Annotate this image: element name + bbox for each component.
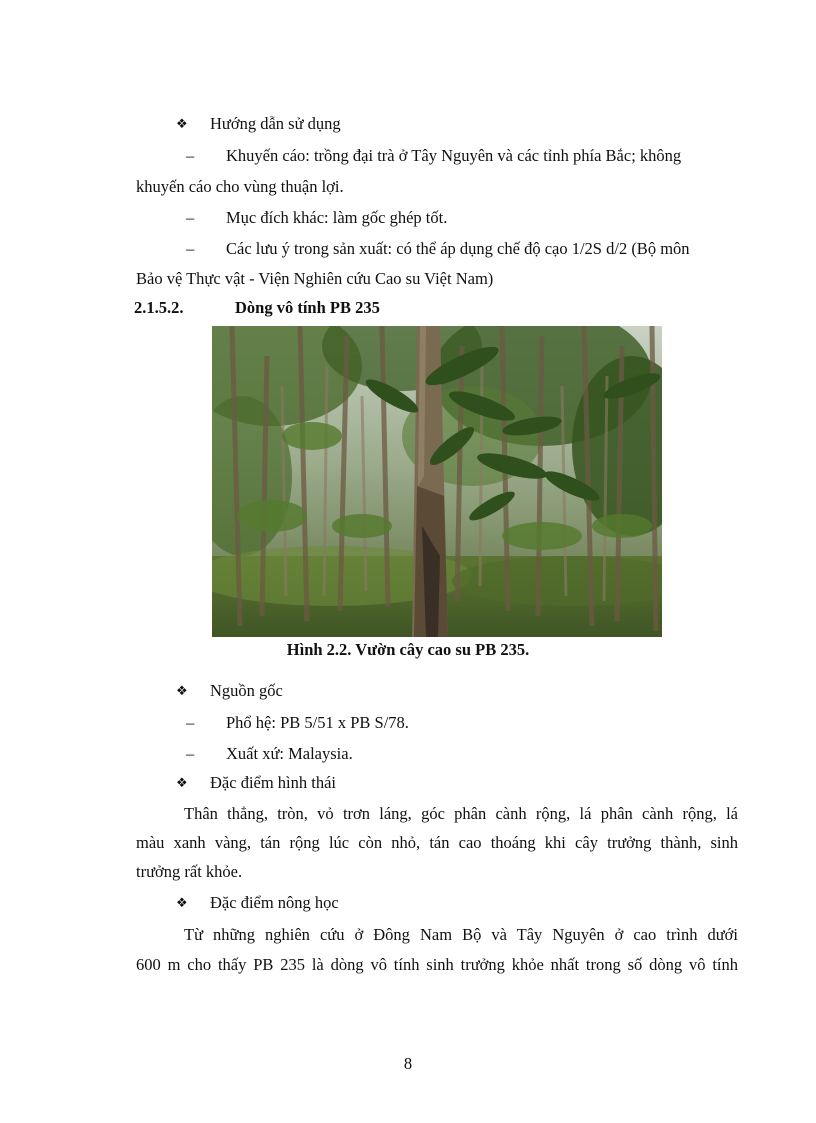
figure-caption: Hình 2.2. Vườn cây cao su PB 235. <box>286 640 530 659</box>
bullet-icon: ❖ <box>176 775 188 790</box>
bullet-icon: ❖ <box>176 683 188 698</box>
paragraph-line: 600 m cho thấy PB 235 là dòng vô tính sinh trưởng khỏe nhất trong số dòng vô tính <box>136 955 738 974</box>
dash-icon: – <box>186 744 195 763</box>
heading-origin: Nguồn gốc <box>210 681 283 700</box>
paragraph-line: Các lưu ý trong sản xuất: có thể áp dụng chế độ cạo 1/2S d/2 (Bộ môn <box>226 239 690 258</box>
bullet-icon: ❖ <box>176 895 188 910</box>
paragraph-line: Từ những nghiên cứu ở Đông Nam Bộ và Tây Nguyên ở cao trình dưới <box>184 925 738 944</box>
heading-usage-guide: Hướng dẫn sử dụng <box>210 114 341 133</box>
page-number: 8 <box>403 1054 413 1073</box>
heading-morphology: Đặc điểm hình thái <box>210 773 337 792</box>
paragraph-line: Khuyến cáo: trồng đại trà ở Tây Nguyên và các tỉnh phía Bắc; không <box>226 146 682 165</box>
dash-icon: – <box>186 208 195 227</box>
paragraph-line: khuyến cáo cho vùng thuận lợi. <box>136 177 344 196</box>
dash-icon: – <box>186 239 195 258</box>
paragraph-line: màu xanh vàng, tán rộng lúc còn nhỏ, tán cao thoáng khi cây trưởng thành, sinh <box>136 833 738 852</box>
heading-agronomy: Đặc điểm nông học <box>210 893 339 912</box>
dash-icon: – <box>186 146 195 165</box>
rubber-plantation-photo <box>212 326 662 637</box>
list-item: Phổ hệ: PB 5/51 x PB S/78. <box>226 713 409 732</box>
paragraph-line: Bảo vệ Thực vật - Viện Nghiên cứu Cao su Việt Nam) <box>136 269 494 288</box>
dash-icon: – <box>186 713 195 732</box>
list-item: Xuất xứ: Malaysia. <box>226 744 353 763</box>
bullet-icon: ❖ <box>176 116 188 131</box>
subsection-number: 2.1.5.2. <box>134 298 184 317</box>
paragraph-line: Mục đích khác: làm gốc ghép tốt. <box>226 208 448 227</box>
paragraph-line: Thân thẳng, tròn, vỏ trơn láng, góc phân cành rộng, lá phân cành rộng, lá <box>184 804 738 823</box>
subsection-title: Dòng vô tính PB 235 <box>235 298 380 317</box>
paragraph-line: trưởng rất khỏe. <box>136 862 243 881</box>
